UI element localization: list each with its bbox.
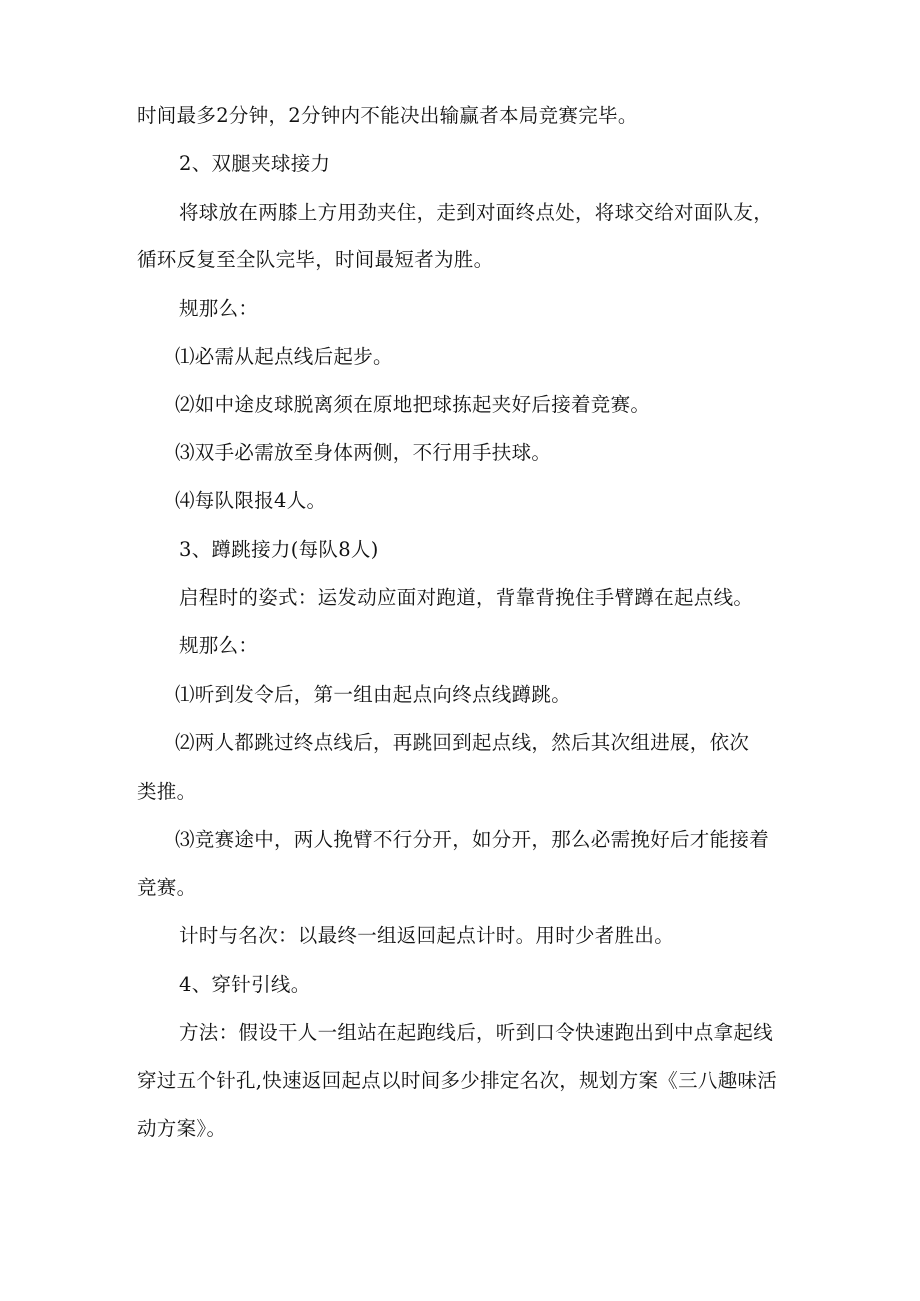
rule-item: ⑴听到发令后，第一组由起点向终点线蹲跳。 xyxy=(175,683,572,706)
text-line: 计时与名次：以最终一组返回起点计时。用时少者胜出。 xyxy=(179,924,675,947)
text-line: 方法：假设干人一组站在起跑线后，听到口令快速跑出到中点拿起线 xyxy=(179,1021,774,1044)
rules-heading: 规那么： xyxy=(179,634,259,657)
section-heading: 4、穿针引线。 xyxy=(179,973,311,996)
rule-item: ⑶竞赛途中，两人挽臂不行分开，如分开，那么必需挽好后才能接着 xyxy=(175,828,770,851)
rule-item: ⑶双手必需放至身体两侧，不行用手扶球。 xyxy=(175,441,552,464)
text-line: 穿过五个针孔,快速返回起点以时间多少排定名次，规划方案《三八趣味活 xyxy=(137,1069,778,1092)
rule-item: ⑷每队限报4人。 xyxy=(175,489,327,512)
section-heading: 2、双腿夹球接力 xyxy=(179,152,331,175)
text-line: 循环反复至全队完毕，时间最短者为胜。 xyxy=(137,248,494,271)
text-line: 时间最多2分钟，2分钟内不能决出输赢者本局竞赛完毕。 xyxy=(137,104,638,127)
rule-item-continuation: 类推。 xyxy=(137,780,197,803)
text-line: 将球放在两膝上方用劲夹住，走到对面终点处，将球交给对面队友， xyxy=(179,201,774,224)
rules-heading: 规那么： xyxy=(179,297,259,320)
section-heading: 3、蹲跳接力(每队8人) xyxy=(179,538,379,561)
text-line: 动方案》。 xyxy=(137,1117,227,1140)
rule-item: ⑵两人都跳过终点线后，再跳回到起点线，然后其次组进展，依次 xyxy=(175,731,750,754)
rule-item: ⑵如中途皮球脱离须在原地把球拣起夹好后接着竞赛。 xyxy=(175,393,651,416)
text-line: 启程时的姿式：运发动应面对跑道，背靠背挽住手臂蹲在起点线。 xyxy=(179,586,754,609)
rule-item: ⑴必需从起点线后起步。 xyxy=(175,345,393,368)
rule-item-continuation: 竞赛。 xyxy=(137,876,197,899)
